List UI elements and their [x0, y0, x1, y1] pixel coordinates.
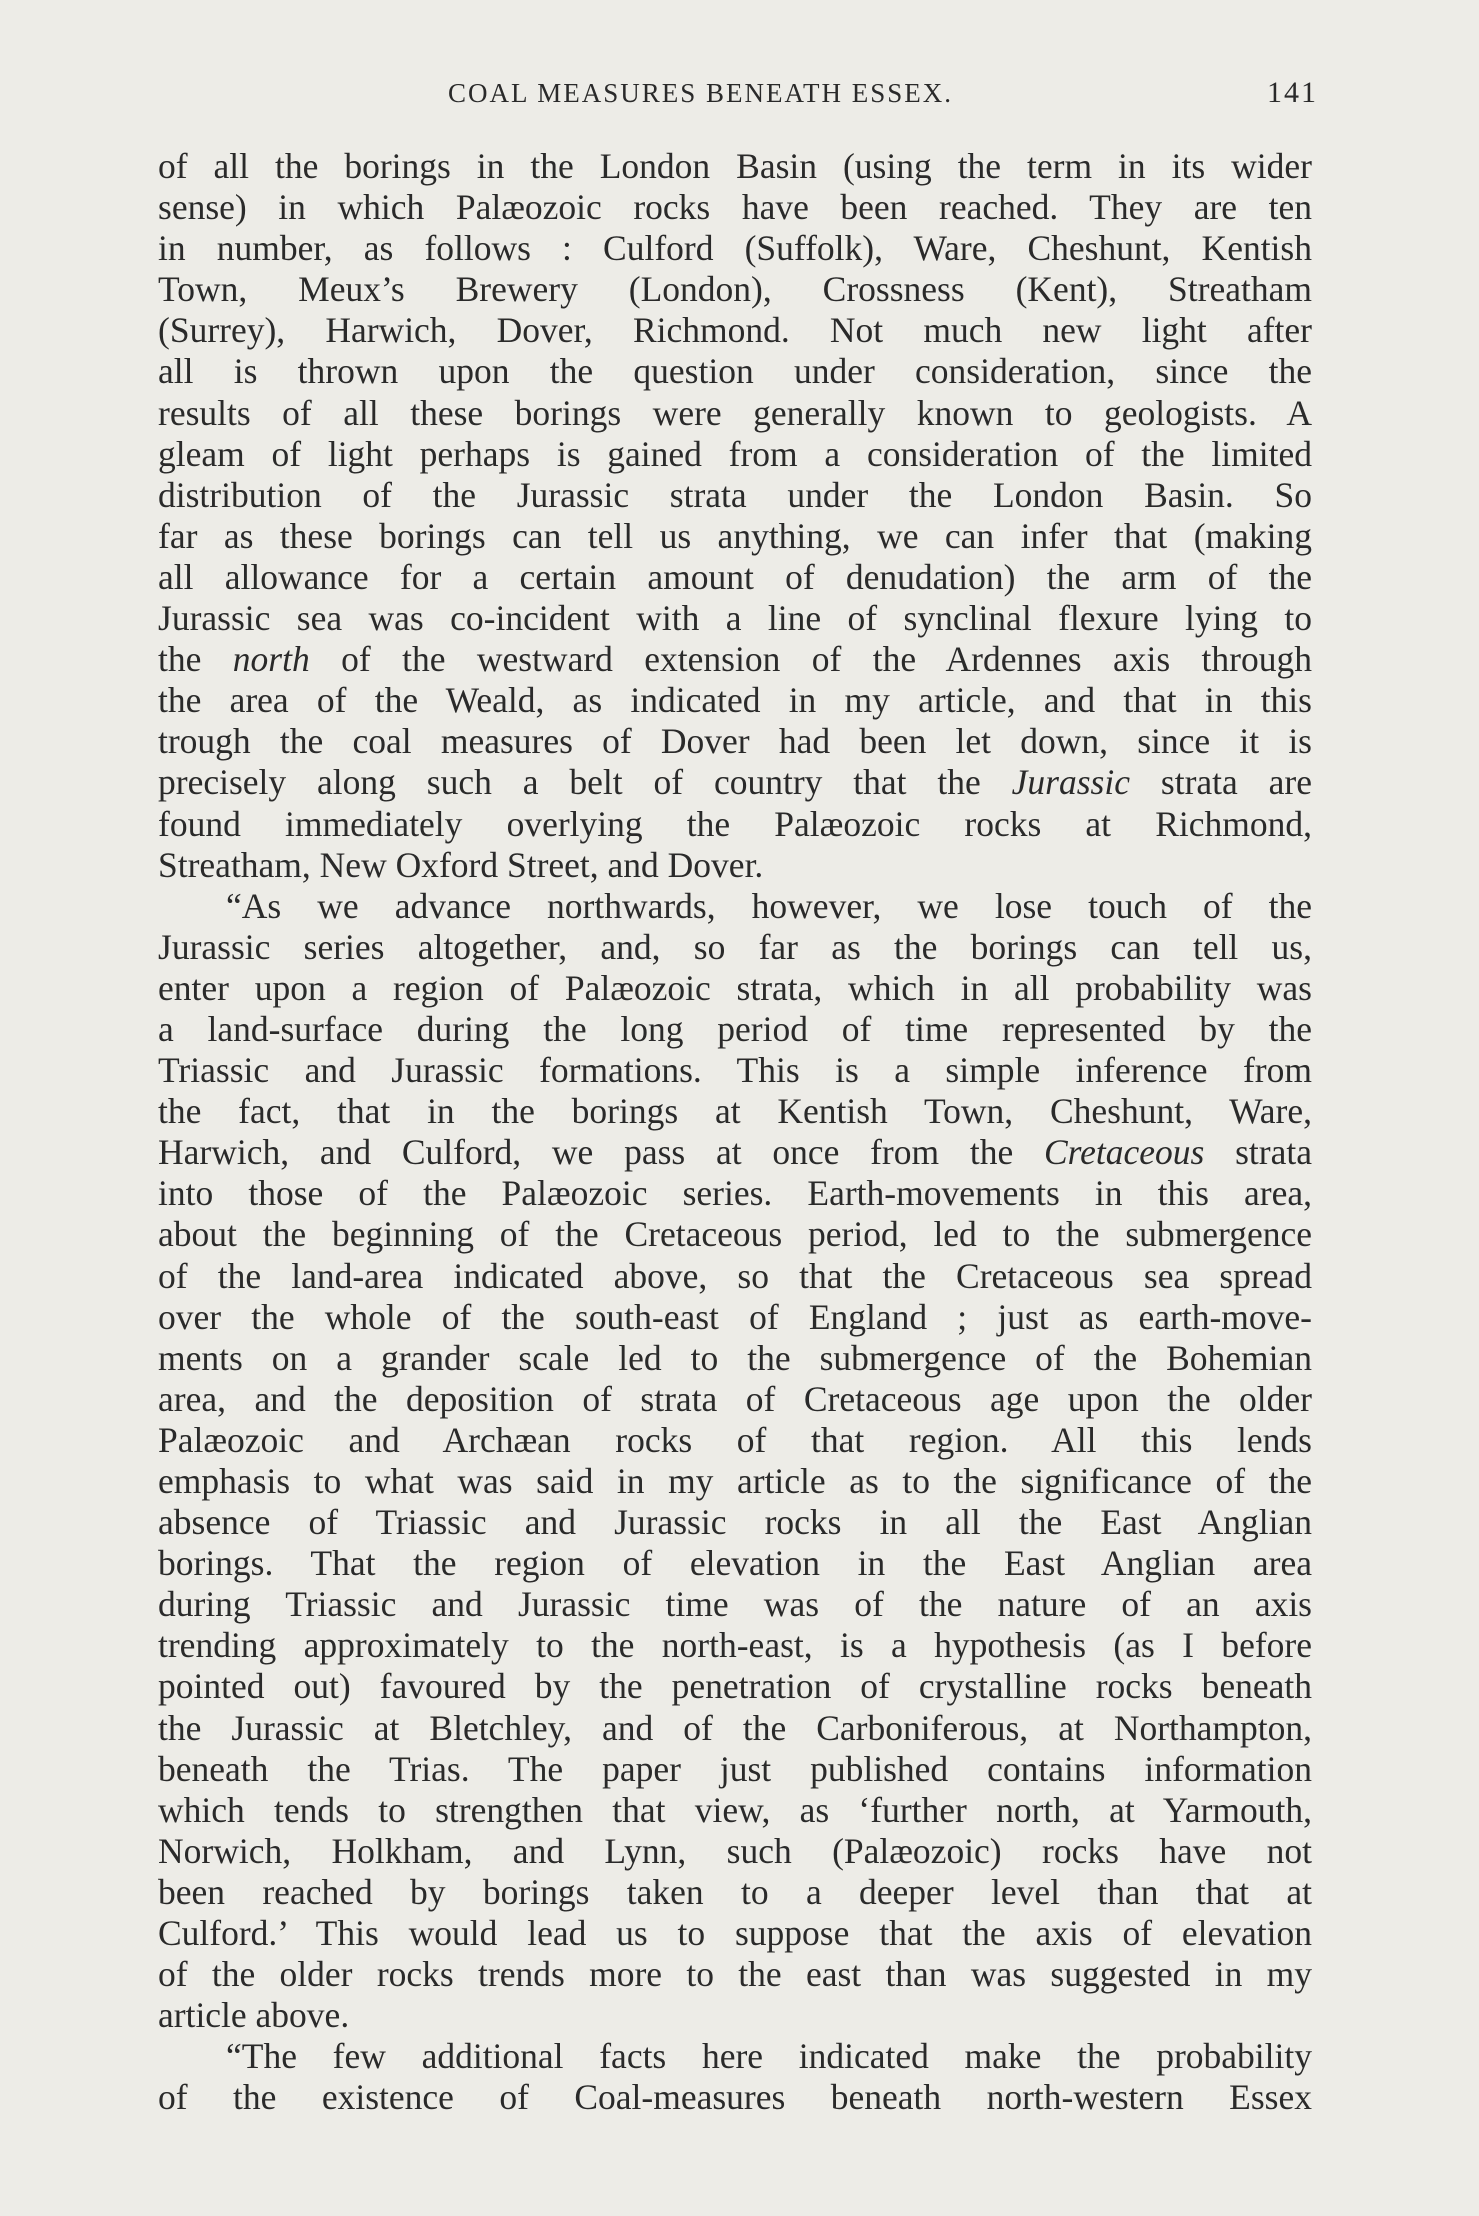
text-line: emphasis to what was said in my article as to the significance of the: [158, 1461, 1312, 1501]
text-line: Norwich, Holkham, and Lynn, such (Palæozoic) rocks have not: [158, 1830, 1312, 1871]
line-text: of the westward extension of the Ardennes axis through: [309, 639, 1312, 680]
text-line: gleam of light perhaps is gained from a consideration of the limited: [158, 433, 1312, 474]
text-line: of the older rocks trends more to the east than was suggested in my: [158, 1954, 1312, 1995]
text-line: the Jurassic at Bletchley, and of the Carboniferous, at Northampton,: [158, 1707, 1312, 1748]
text-line: beneath the Trias. The paper just published contains information: [158, 1748, 1312, 1789]
text-line: of all the borings in the London Basin (using the term in its wider: [158, 146, 1312, 186]
text-line: trough the coal measures of Dover had been let down, since it is: [158, 721, 1312, 762]
line-text: strata are: [1130, 762, 1312, 803]
running-header: [158, 70, 1318, 116]
text-line: article above.: [158, 1995, 350, 2036]
text-line: ments on a grander scale led to the submergence of the Bohemian: [158, 1337, 1312, 1378]
italic-text: Jurassic: [1011, 762, 1130, 803]
text-line: Culford.’ This would lead us to suppose that the axis of elevation: [158, 1913, 1312, 1954]
text-line: “The few additional facts here indicated make the probability: [226, 2036, 1312, 2077]
text-line: “As we advance northwards, however, we lose touch of the: [226, 885, 1312, 926]
text-line: borings. That the region of elevation in the East Anglian area: [158, 1543, 1312, 1584]
italic-text: north: [232, 639, 310, 680]
text-line: in number, as follows : Culford (Suffolk), Ware, Cheshunt, Kentish: [158, 228, 1312, 269]
text-line: absence of Triassic and Jurassic rocks in all the East Anglian: [158, 1502, 1312, 1543]
text-line: all allowance for a certain amount of denudation) the arm of the: [158, 556, 1312, 597]
text-line: over the whole of the south-east of England ; just as earth-move-: [158, 1296, 1312, 1337]
paragraph: [158, 886, 1312, 2037]
paragraph: [158, 146, 1312, 886]
text-line: which tends to strengthen that view, as ‘further north, at Yarmouth,: [158, 1789, 1312, 1830]
text-line: [158, 1132, 1312, 1173]
page-number: 141: [1267, 76, 1318, 109]
line-text: the: [158, 639, 233, 680]
text-line: [158, 762, 1312, 803]
text-line: the area of the Weald, as indicated in my article, and that in this: [158, 680, 1312, 721]
text-line: Streatham, New Oxford Street, and Dover.: [158, 844, 764, 885]
text-line: of the existence of Coal-measures beneath north-western Essex: [158, 2077, 1312, 2118]
paragraph: [158, 2036, 1312, 2118]
text-line: Jurassic sea was co-incident with a line of synclinal flexure lying to: [158, 598, 1312, 639]
text-line: found immediately overlying the Palæozoic rocks at Richmond,: [158, 803, 1312, 844]
text-line: Town, Meux’s Brewery (London), Crossness (Kent), Streatham: [158, 269, 1312, 310]
text-line: results of all these borings were generally known to geologists. A: [158, 392, 1312, 433]
text-line: area, and the deposition of strata of Cretaceous age upon the older: [158, 1378, 1312, 1419]
text-line: of the land-area indicated above, so that the Cretaceous sea spread: [158, 1255, 1312, 1296]
text-line: pointed out) favoured by the penetration of crystalline rocks beneath: [158, 1666, 1312, 1707]
text-line: Triassic and Jurassic formations. This is a simple inference from: [158, 1050, 1312, 1091]
text-line: far as these borings can tell us anything, we can infer that (making: [158, 515, 1312, 556]
text-line: distribution of the Jurassic strata under the London Basin. So: [158, 474, 1312, 515]
line-text: precisely along such a belt of country that the: [158, 762, 1012, 803]
body-text: [158, 146, 1312, 2119]
text-line: enter upon a region of Palæozoic strata, which in all probability was: [158, 967, 1312, 1008]
text-line: about the beginning of the Cretaceous period, led to the submergence: [158, 1214, 1312, 1255]
text-line: Palæozoic and Archæan rocks of that region. All this lends: [158, 1419, 1312, 1460]
text-line: sense) in which Palæozoic rocks have been reached. They are ten: [158, 187, 1312, 228]
text-line: Jurassic series altogether, and, so far as the borings can tell us,: [158, 926, 1312, 967]
text-line: a land-surface during the long period of time represented by the: [158, 1008, 1312, 1049]
text-line: been reached by borings taken to a deeper level than that at: [158, 1871, 1312, 1912]
text-line: the fact, that in the borings at Kentish Town, Cheshunt, Ware,: [158, 1091, 1312, 1132]
text-line: during Triassic and Jurassic time was of the nature of an axis: [158, 1584, 1312, 1625]
line-text: Harwich, and Culford, we pass at once from the: [158, 1132, 1044, 1173]
running-title: COAL MEASURES BENEATH ESSEX.: [448, 78, 954, 108]
italic-text: Cretaceous: [1043, 1132, 1205, 1173]
text-line: all is thrown upon the question under consideration, since the: [158, 351, 1312, 392]
text-line: (Surrey), Harwich, Dover, Richmond. Not much new light after: [158, 310, 1312, 351]
line-text: strata: [1204, 1132, 1312, 1173]
text-line: [158, 639, 1312, 680]
text-line: trending approximately to the north-east, is a hypothesis (as I before: [158, 1625, 1312, 1666]
text-line: into those of the Palæozoic series. Earth-movements in this area,: [158, 1173, 1312, 1214]
